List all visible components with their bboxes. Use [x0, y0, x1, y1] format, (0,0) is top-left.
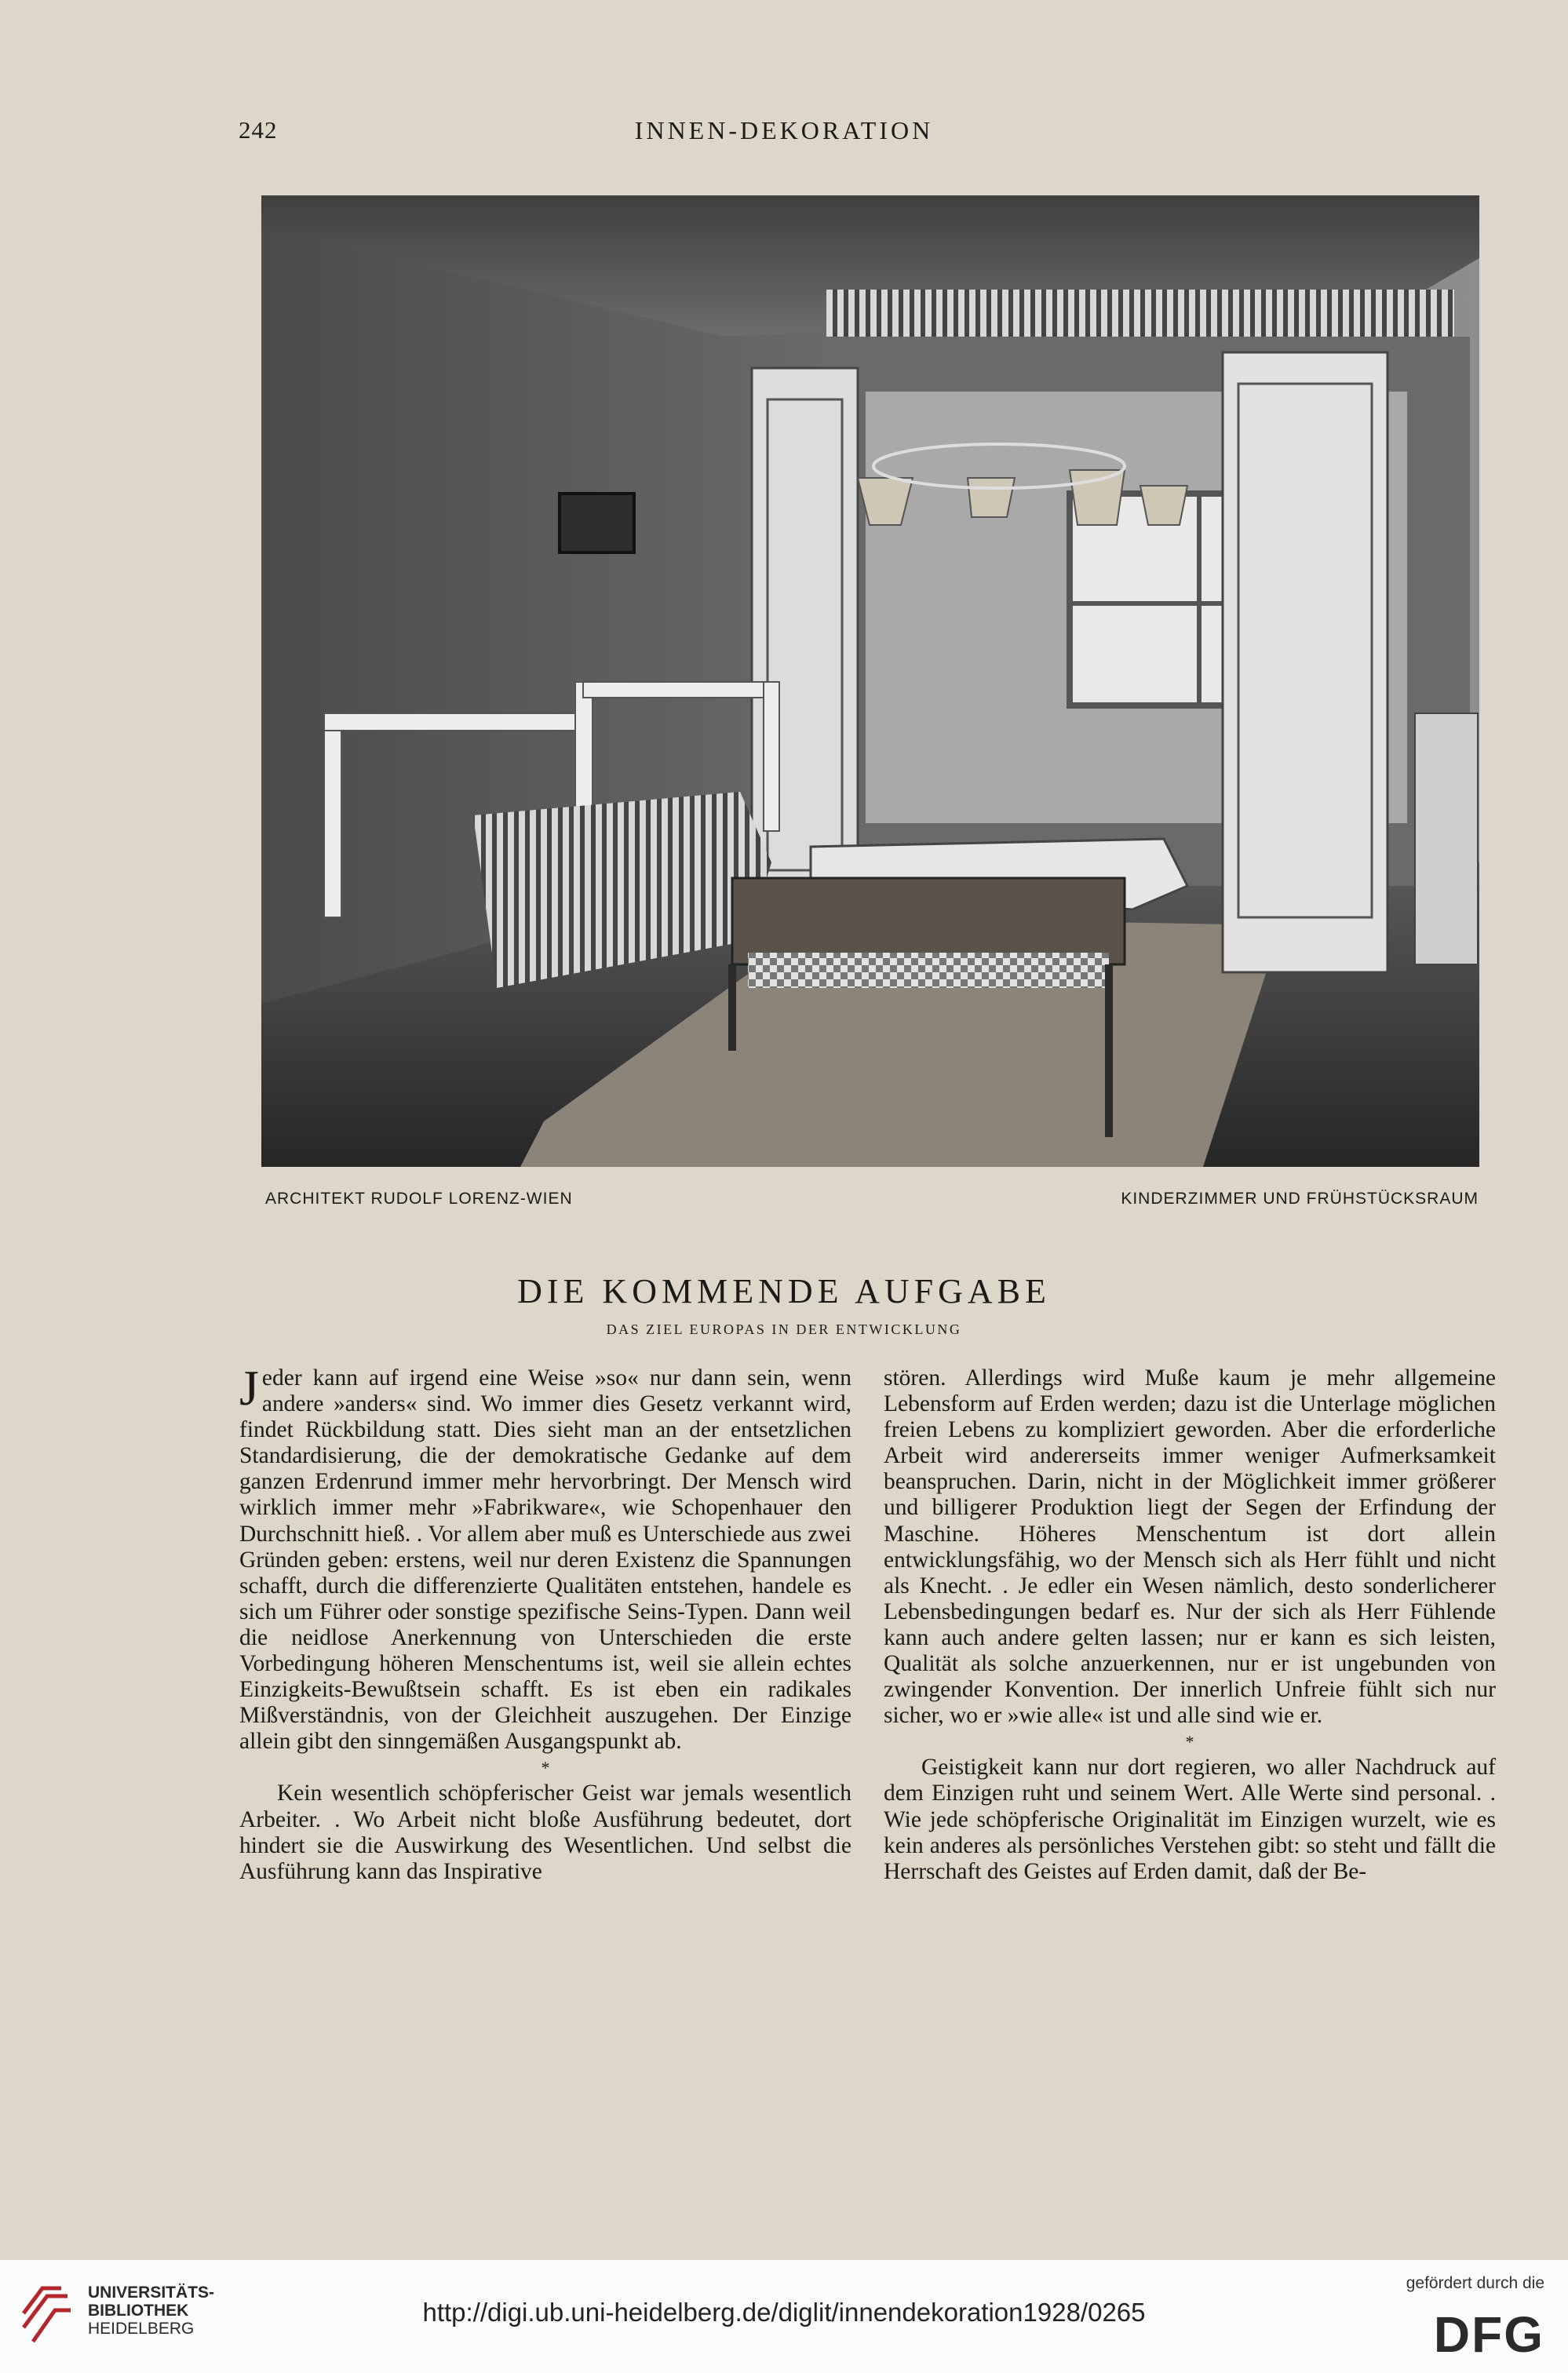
section-separator: *	[1185, 1732, 1194, 1752]
permalink-url[interactable]: http://digi.ub.uni-heidelberg.de/diglit/innendekoration1928/0265	[422, 2298, 1146, 2327]
left-text-column	[239, 1360, 851, 1885]
digitization-footer	[0, 2260, 1568, 2373]
funding-note: gefördert durch die	[1406, 2274, 1544, 2292]
article-title: DIE KOMMENDE AUFGABE	[517, 1272, 1051, 1310]
paragraph: stören. Allerdings wird Muße kaum je mehr allgemeine Lebensform auf Erden werden; dazu ist die Unterlage möglichen freien Lebens zu kompliziert geworden. Aber die erforderliche Arbeit wird andererseits immer weniger Aufmerksamkeit beanspruchen. Darin, nicht in der Möglichkeit immer größerer und billigerer Produktion liegt der Segen der Erfindung der Maschine. Höheres Menschentum ist dort allein entwicklungsfähig, wo der Mensch sich als Herr fühlt und nicht als Knecht. . Je edler ein Wesen nämlich, desto sonderlicherer Lebensbedingungen bedarf es. Nur der sich als Herr Fühlende kann auch andere gelten lassen; nur er kann es sich leisten, Qualität als solche anzuerkennen, nur er ist ungebunden von zwingender Konvention. Der innerlich Unfreie fühlt sich nur sicher, wo er »wie alle« ist und alle sind wie er.	[884, 1365, 1496, 1729]
library-name-line: BIBLIOTHEK	[88, 2302, 189, 2320]
page-number: 242	[239, 116, 278, 144]
section-separator: *	[541, 1758, 550, 1778]
library-name-line: UNIVERSITÄTS-	[88, 2284, 215, 2302]
right-text-column	[884, 1365, 1496, 1885]
paragraph: Geistigkeit kann nur dort regieren, wo aller Nachdruck auf dem Einzigen ruht und seinem Wert. Alle Werte sind personal. . Wie jede schöpferische Originalität im Einzigen wurzelt, wie es kein anderes als persönliches Verstehen gibt: so steht und fällt die Herrschaft des Geistes auf Erden damit, daß der Be-	[884, 1755, 1496, 1884]
paragraph: Kein wesentlich schöpferischer Geist war jemals wesentlich Arbeiter. . Wo Arbeit nicht bloße Ausführung bedeutet, dort hindert sie die Auswirkung des Wesentlichen. Und selbst die Ausführung kann das Inspirative	[239, 1781, 851, 1884]
figure-caption-room: KINDERZIMMER UND FRÜHSTÜCKSRAUM	[1121, 1190, 1479, 1208]
article-subtitle: DAS ZIEL EUROPAS IN DER ENTWICKLUNG	[606, 1321, 962, 1337]
running-title: INNEN-DEKORATION	[634, 116, 934, 144]
library-name-line: HEIDELBERG	[88, 2320, 195, 2338]
dfg-logo: DFG	[1433, 2306, 1544, 2363]
figure-caption-architect: ARCHITEKT RUDOLF LORENZ-WIEN	[265, 1190, 573, 1208]
paragraph: Jeder kann auf irgend eine Weise »so« nur dann sein, wenn andere »anders« sind. Wo immer dies Gesetz verkannt wird, findet Rückbildung statt. Dies sieht man an der entsetzlichen Standardisierung, die der demokratische Gedanke auf dem ganzen Erdenrund immer mehr hervorbringt. Der Mensch wird wirklich immer mehr »Fabrikware«, wie Schopenhauer den Durchschnitt hieß. . Vor allem aber muß es Unterschiede aus zwei Gründen geben: erstens, weil nur deren Existenz die Spannungen schafft, durch die differenzierte Qualitäten entstehen, handele es sich um Führer oder sonstige spezifische Seins-Typen. Dann weil die neidlose Anerkennung von Unterschieden die erste Vorbedingung höheren Menschentums ist, weil sie allein echtes Einzigkeits-Bewußtsein schafft. Es ist eben ein radikales Mißverständnis, von der Gleichheit auszugehen. Der Einzige allein gibt den sinngemäßen Ausgangspunkt ab.	[239, 1360, 851, 1755]
interior-photograph	[261, 195, 1479, 1167]
